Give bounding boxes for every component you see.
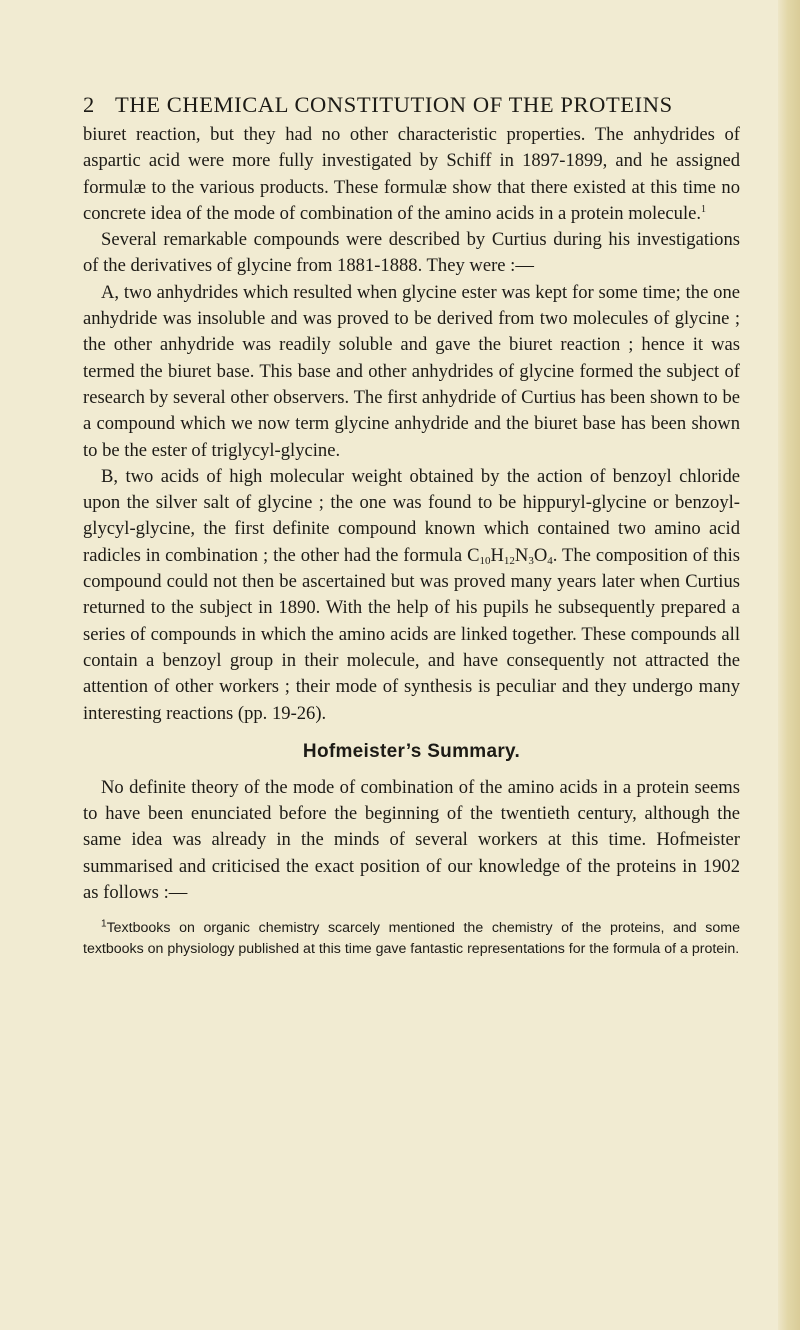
paragraph-item-a: A, two anhydrides which resulted when glycine ester was kept for some time; the one anhydride was insoluble and was proved to be derived from two molecules of glycine ; the other anhydride was readily soluble and gave the biuret reaction ; hence it was termed the biuret base. This base and other anhydrides of glycine formed the subject of research by several other observers. The first anhydride of Curtius has been shown to be a compound which we now term glycine anhydride and the biuret base has been shown to be the ester of triglycyl-glycine. [83,281,740,461]
paragraph-biuret [83,122,740,227]
page-edge-shadow [778,0,800,1330]
paragraph-item-b [83,464,740,727]
footnote [83,918,740,960]
book-page [83,92,740,960]
paragraph-biuret-text: biuret reaction, but they had no other characteristic properties. The anhydrides of aspartic acid were more fully investigated by Schiff in 1897-1899, and he assigned formulæ to the various products. These formulæ show that there existed at this time no concrete idea of the mode of combination of the amino acids in a protein molecule. [83,124,740,224]
footnote-marker: 1 [101,918,107,930]
footnote-text: Textbooks on organic chemistry scarcely mentioned the chemistry of the proteins, and some textbooks on physiology published at this time gave fantastic representations for the formula of a protein. [83,920,740,958]
paragraph-item-b-text: B, two acids of high molecular weight obtained by the action of benzoyl chloride upon the silver salt of glycine ; the one was found to be hippuryl-glycine or benzoyl-glycyl-glycine, the first definite compound known which contained two amino acid radicles in combination ; the other had the formula [83,465,740,566]
page-number: 2 [83,92,95,117]
running-header [83,92,740,118]
chemical-formula: $C_{10}H_{12}N_3O_4$. [467,544,558,567]
paragraph-item-b-continued: The composition of this compound could not then be ascertained but was proved many years later when Curtius returned to the subject in 1890. With the help of his pupils he subsequently prepared a series of compounds in which the amino acids are linked together. These compounds all contain a benzoyl group in their molecule, and have consequently not attracted the attention of other workers ; their mode of synthesis is peculiar and they undergo many interesting reactions (pp. 19-26). [83,544,740,724]
running-title: THE CHEMICAL CONSTITUTION OF THE PROTEINS [115,92,673,117]
paragraph-hofmeister: No definite theory of the mode of combination of the amino acids in a protein seems to have been enunciated before the beginning of the twentieth century, although the same idea was already in the minds of several workers at this time. Hofmeister summarised and criticised the exact position of our knowledge of the proteins in 1902 as follows :— [83,776,740,904]
footnote-reference: 1 [701,203,707,215]
section-heading: Hofmeister’s Summary. [302,740,521,762]
paragraph-curtius: Several remarkable compounds were described by Curtius during his investigations of the derivatives of glycine from 1881-1888. They were :— [83,229,740,277]
